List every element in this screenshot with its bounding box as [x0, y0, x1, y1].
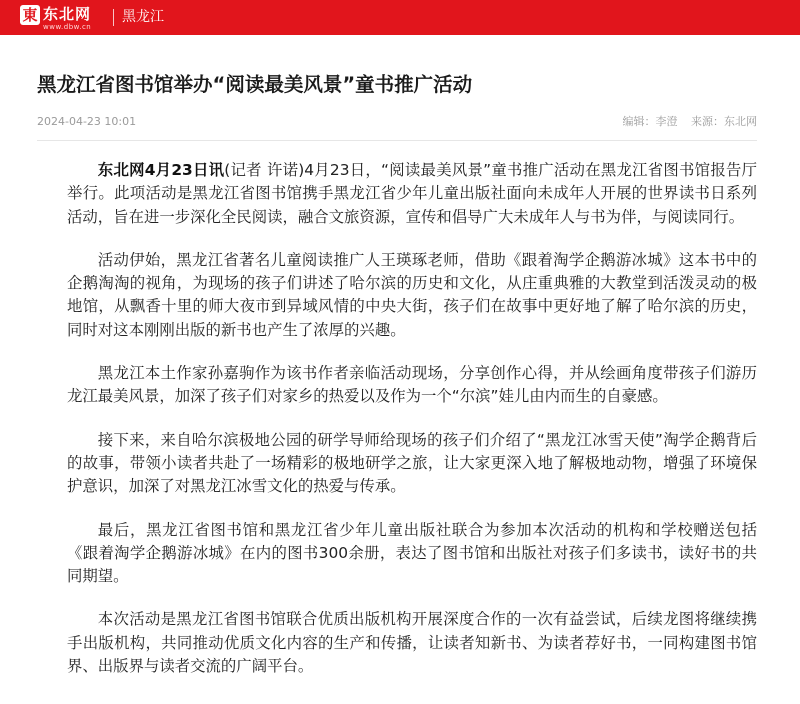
paragraph-2: 活动伊始，黑龙江省著名儿童阅读推广人王瑛琢老师，借助《跟着淘学企鹅游冰城》这本书中的企鹅淘淘的视角，为现场的孩子们讲述了哈尔滨的历史和文化，从庄重典雅的大教堂到活泼灵动的极地馆，从飘香十里的师大夜市到异域风情的中央大街，孩子们在故事中更好地了解了哈尔滨的历史，同时对这本刚刚出版的新书也产生了浓厚的兴趣。 [67, 250, 757, 339]
dateline: 东北网4月23日讯 [97, 161, 225, 179]
paragraph-5: 最后，黑龙江省图书馆和黑龙江省少年儿童出版社联合为参加本次活动的机构和学校赠送包括《跟着淘学企鹅游冰城》在内的图书300余册，表达了图书馆和出版社对孩子们多读书，读好书的共同期望。 [67, 520, 757, 586]
paragraph-6: 本次活动是黑龙江省图书馆联合优质出版机构开展深度合作的一次有益尝试，后续龙图将继续携手出版机构，共同推动优质文化内容的生产和传播，让读者知新书、为读者荐好书，一同构建图书馆界、出版界与读者交流的广阔平台。 [67, 610, 757, 676]
paragraph-4: 接下来，来自哈尔滨极地公园的研学导师给现场的孩子们介绍了“黑龙江冰雪天使”淘学企鹅背后的故事，带领小读者共赴了一场精彩的极地研学之旅，让大家更深入地了解极地动物，增强了环境保护意识，加深了对黑龙江冰雪文化的热爱与传承。 [67, 430, 757, 496]
paragraph-3: 黑龙江本土作家孙嘉驹作为该书作者亲临活动现场，分享创作心得，并从绘画角度带孩子们游历龙江最美风景，加深了孩子们对家乡的热爱以及作为一个“尔滨”娃儿由内而生的自豪感。 [67, 364, 757, 406]
article-title: 黑龙江省图书馆举办“阅读最美风景”童书推广活动 [37, 73, 473, 96]
editor-label: 编辑：李澄 [622, 115, 678, 128]
article-meta [613, 115, 758, 129]
title-divider [37, 140, 757, 141]
source-label: 来源：东北网 [691, 115, 757, 128]
channel-link[interactable]: 黑龙江 [122, 9, 164, 25]
publish-date: 2024-04-23 10:01 [37, 115, 137, 128]
paragraph-1 [67, 159, 757, 229]
top-bar [0, 0, 800, 35]
logo-site-url: www.dbw.cn [43, 23, 92, 31]
site-logo[interactable] [20, 4, 110, 32]
logo-site-name: 东北网 [43, 5, 92, 23]
paragraph-1-text: (记者 许诺)4月23日，“阅读最美风景”童书推广活动在黑龙江省图书馆报告厅举行。此项活动是黑龙江省图书馆携手黑龙江省少年儿童出版社面向未成年人开展的世界读书日系列活动，旨在进一步深化全民阅读，融合文旅资源，宣传和倡导广大未成年人与书为伴，与阅读同行。 [67, 161, 757, 226]
logo-icon: 東 [20, 5, 40, 25]
header-divider [113, 9, 114, 26]
article-body [67, 159, 757, 698]
